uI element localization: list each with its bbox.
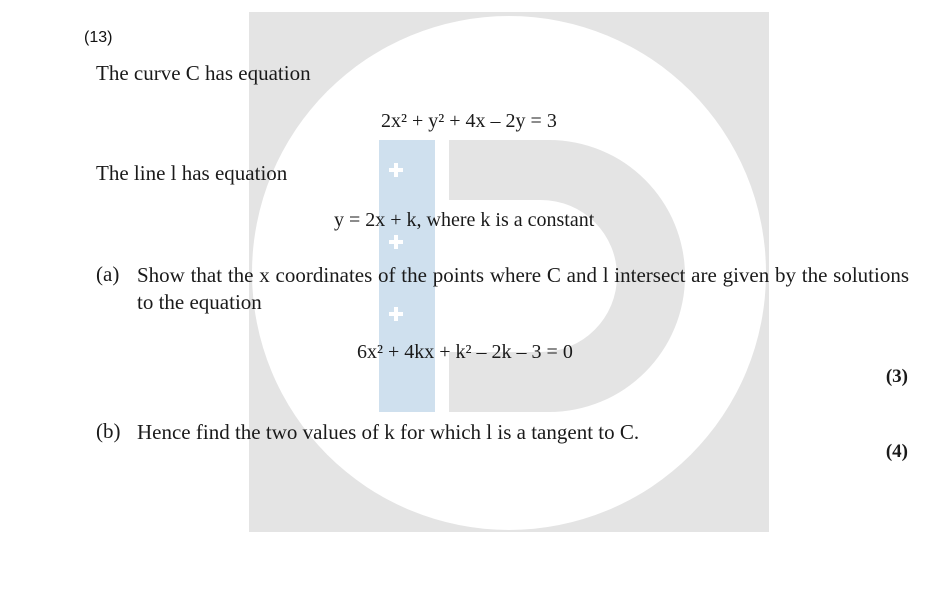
part-b-text: Hence find the two values of k for which l is a tangent to C.	[137, 420, 640, 444]
part-b-marks: (4)	[885, 441, 908, 462]
part-a-label: (a)	[96, 262, 120, 286]
curve-equation: 2x² + y² + 4x – 2y = 3	[381, 110, 557, 132]
line-equation: y = 2x + k, where k is a constant	[334, 209, 595, 231]
question-number: (13)	[84, 29, 113, 46]
part-a-equation: 6x² + 4kx + k² – 2k – 3 = 0	[357, 341, 573, 363]
part-a-marks: (3)	[885, 366, 908, 387]
line-intro-text: The line l has equation	[96, 161, 288, 185]
part-a-text: Show that the x coordinates of the points where C and l intersect are given by the solutions to the equation	[137, 263, 909, 314]
curve-intro-text: The curve C has equation	[96, 61, 311, 85]
part-b-label: (b)	[96, 419, 121, 443]
